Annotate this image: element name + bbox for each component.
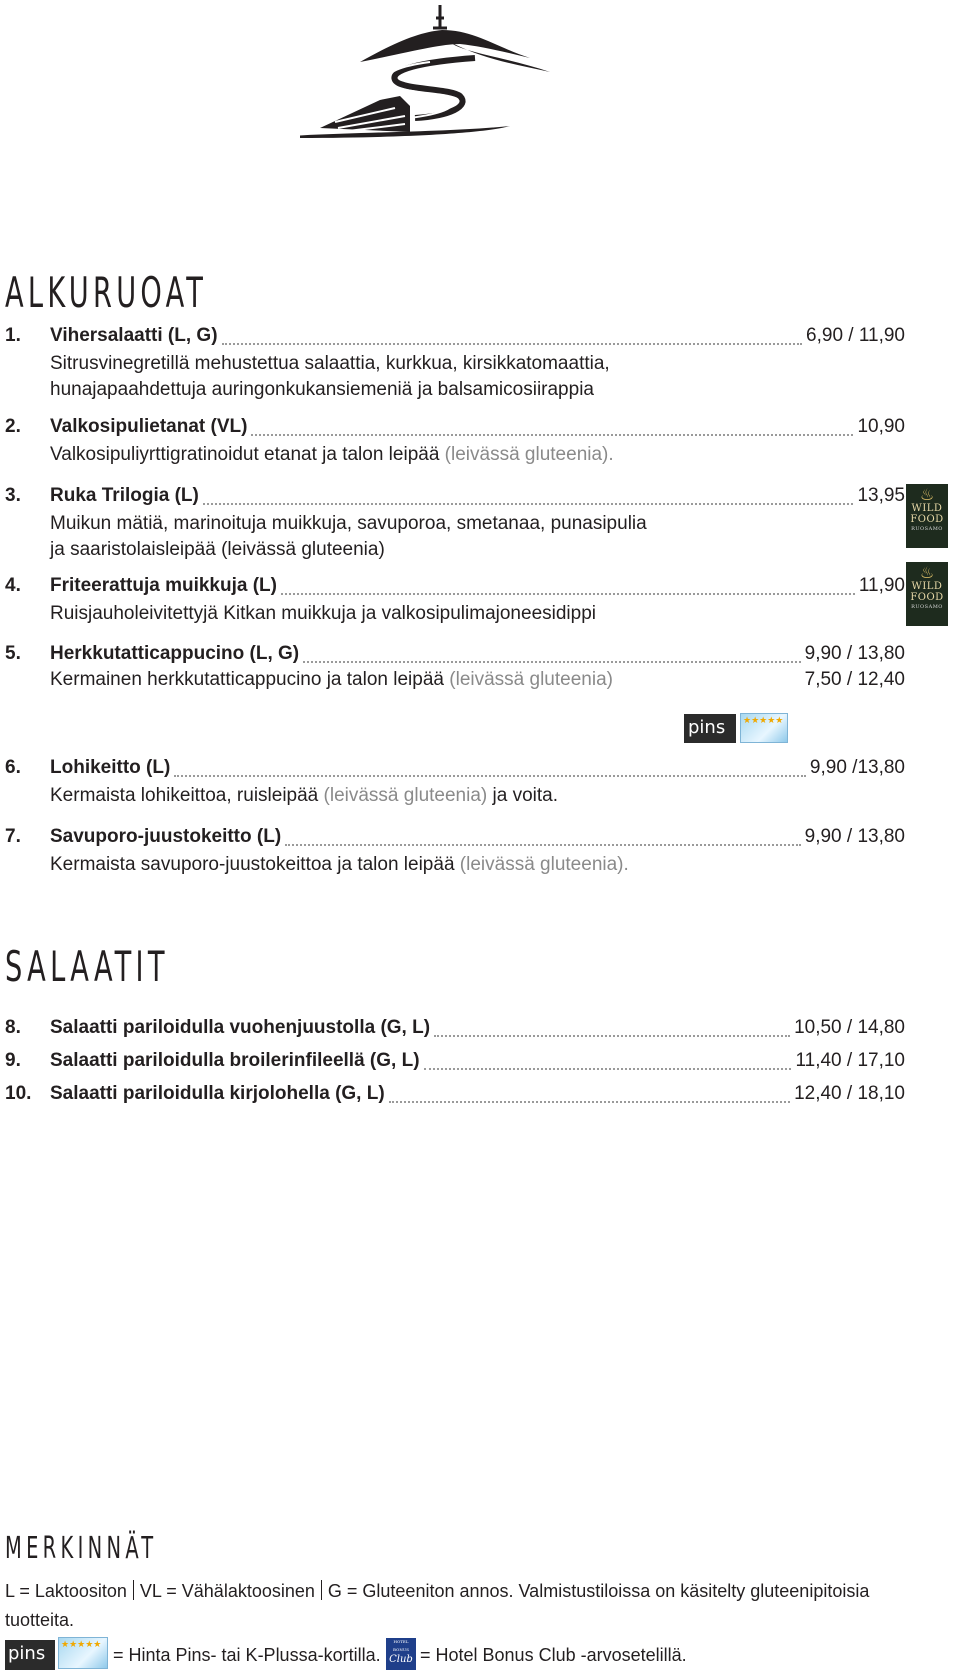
dot-leader xyxy=(389,1100,790,1103)
item-name: Savuporo-juustokeitto (L) xyxy=(50,826,282,847)
pins-note: = Hinta Pins- tai K-Plussa-kortilla. xyxy=(113,1645,381,1665)
menu-item-7 xyxy=(0,826,905,878)
starters-heading: ALKURUOAT xyxy=(5,268,208,317)
k-plussa-card-icon: ★★★★★ xyxy=(740,713,788,743)
item-number: 1. xyxy=(5,325,21,346)
item-price: 9,90 /13,80 xyxy=(809,757,905,778)
legend-g: G = Gluteeniton annos. Valmistustiloissa on käsitelty gluteenipitoisia xyxy=(327,1581,870,1601)
item-price: 11,40 / 17,10 xyxy=(795,1050,905,1071)
legend-l: L = Laktoositon xyxy=(5,1581,127,1601)
legend-g-cont: tuotteita. xyxy=(5,1610,75,1630)
item-name: Vihersalaatti (L, G) xyxy=(50,325,218,346)
item-name: Friteerattuja muikkuja (L) xyxy=(50,575,277,596)
description-text: ja voita. xyxy=(492,785,558,806)
menu-item-6 xyxy=(0,757,905,809)
pins-card-icon: pins xyxy=(5,1640,55,1670)
dot-leader xyxy=(424,1067,792,1070)
dot-leader xyxy=(281,592,855,595)
badge-text: WILD xyxy=(911,503,943,514)
badge-text: WILD xyxy=(911,581,943,592)
menu-item-3 xyxy=(0,485,905,563)
item-description: hunajapaahdettuja auringonkukansiemeniä ja balsamicosiirappia xyxy=(50,379,594,400)
item-name: Herkkutatticappucino (L, G) xyxy=(50,643,300,664)
hotel-bonus-club-icon: HOTEL BONUS Club xyxy=(386,1638,416,1670)
divider xyxy=(321,1580,322,1600)
item-number: 8. xyxy=(5,1017,21,1038)
flame-icon: ♨ xyxy=(919,563,935,582)
divider xyxy=(133,1580,134,1600)
item-description: ja saaristolaisleipää (leivässä gluteenia) xyxy=(50,539,385,560)
card-price: 7,50 / 12,40 xyxy=(804,669,905,690)
pins-card-icon: pins xyxy=(684,714,736,743)
item-number: 7. xyxy=(5,826,21,847)
item-number: 9. xyxy=(5,1050,21,1071)
item-price: 13,95 xyxy=(857,485,905,506)
item-description: Ruisjauholeivitettyjä Kitkan muikkuja ja valkosipulimajoneesidippi xyxy=(50,603,596,624)
gluten-note: (leivässä gluteenia). xyxy=(459,854,629,875)
dot-leader xyxy=(174,774,806,777)
gluten-note: (leivässä gluteenia). xyxy=(444,444,614,465)
item-description xyxy=(50,442,905,468)
item-description xyxy=(50,669,613,691)
legend-text xyxy=(5,1577,905,1635)
wild-food-badge xyxy=(906,484,948,548)
item-price: 12,40 / 18,10 xyxy=(794,1083,905,1104)
badge-text: RUOSAMO xyxy=(911,604,943,610)
dot-leader xyxy=(222,342,803,345)
description-text: Kermaista lohikeittoa, ruisleipää xyxy=(50,785,319,806)
gluten-note: (leivässä gluteenia) xyxy=(323,785,488,806)
gluten-note: (leivässä gluteenia) xyxy=(449,669,613,690)
item-number: 3. xyxy=(5,485,21,506)
menu-item-1 xyxy=(0,325,905,403)
salads-heading: SALAATIT xyxy=(5,942,169,991)
item-price: 9,90 / 13,80 xyxy=(804,643,905,664)
item-number: 4. xyxy=(5,575,21,596)
item-name: Salaatti pariloidulla broilerinfileellä (G, L) xyxy=(50,1050,420,1071)
dot-leader xyxy=(203,502,854,505)
menu-item-5 xyxy=(0,643,905,695)
item-description xyxy=(50,852,905,878)
menu-item-4 xyxy=(0,575,905,627)
wild-food-badge xyxy=(906,562,948,626)
legend-vl: VL = Vähälaktoosinen xyxy=(139,1581,315,1601)
menu-item-10 xyxy=(0,1083,905,1109)
item-name: Valkosipulietanat (VL) xyxy=(50,416,248,437)
menu-item-8 xyxy=(0,1017,905,1043)
menu-item-2 xyxy=(0,416,905,468)
dot-leader xyxy=(285,843,800,846)
item-name: Salaatti pariloidulla vuohenjuustolla (G, L) xyxy=(50,1017,431,1038)
item-description: Muikun mätiä, marinoituja muikkuja, savuporoa, smetanaa, punasipulia xyxy=(50,513,647,534)
item-number: 10. xyxy=(5,1083,32,1104)
item-price: 10,50 / 14,80 xyxy=(794,1017,905,1038)
description-text: Valkosipuliyrttigratinoidut etanat ja talon leipää xyxy=(50,444,440,465)
item-number: 6. xyxy=(5,757,21,778)
k-plussa-card-icon: ★★★★★ xyxy=(58,1637,108,1669)
item-description: Sitrusvinegretillä mehustettua salaattia, kurkkua, kirsikkatomaattia, xyxy=(50,353,610,374)
item-number: 2. xyxy=(5,416,21,437)
badge-text: FOOD xyxy=(910,592,944,603)
item-description xyxy=(50,783,905,809)
badge-text: RUOSAMO xyxy=(911,526,943,532)
restaurant-logo xyxy=(300,0,570,160)
item-name: Lohikeitto (L) xyxy=(50,757,171,778)
badge-text: FOOD xyxy=(910,514,944,525)
dot-leader xyxy=(434,1034,790,1037)
menu-item-9 xyxy=(0,1050,905,1076)
item-number: 5. xyxy=(5,643,21,664)
item-price: 10,90 xyxy=(857,416,905,437)
item-name: Salaatti pariloidulla kirjolohella (G, L) xyxy=(50,1083,385,1104)
flame-icon: ♨ xyxy=(919,485,935,504)
description-text: Kermainen herkkutatticappucino ja talon leipää xyxy=(50,669,444,690)
dot-leader xyxy=(251,433,853,436)
item-price: 11,90 xyxy=(858,575,905,596)
hotel-bonus-note: = Hotel Bonus Club -arvosetelillä. xyxy=(420,1645,687,1665)
description-text: Kermaista savuporo-juustokeittoa ja talon leipää xyxy=(50,854,455,875)
item-price: 6,90 / 11,90 xyxy=(806,325,905,346)
notes-heading: MERKINNÄT xyxy=(5,1531,158,1566)
item-price: 9,90 / 13,80 xyxy=(804,826,905,847)
item-name: Ruka Trilogia (L) xyxy=(50,485,199,506)
dot-leader xyxy=(303,660,800,663)
